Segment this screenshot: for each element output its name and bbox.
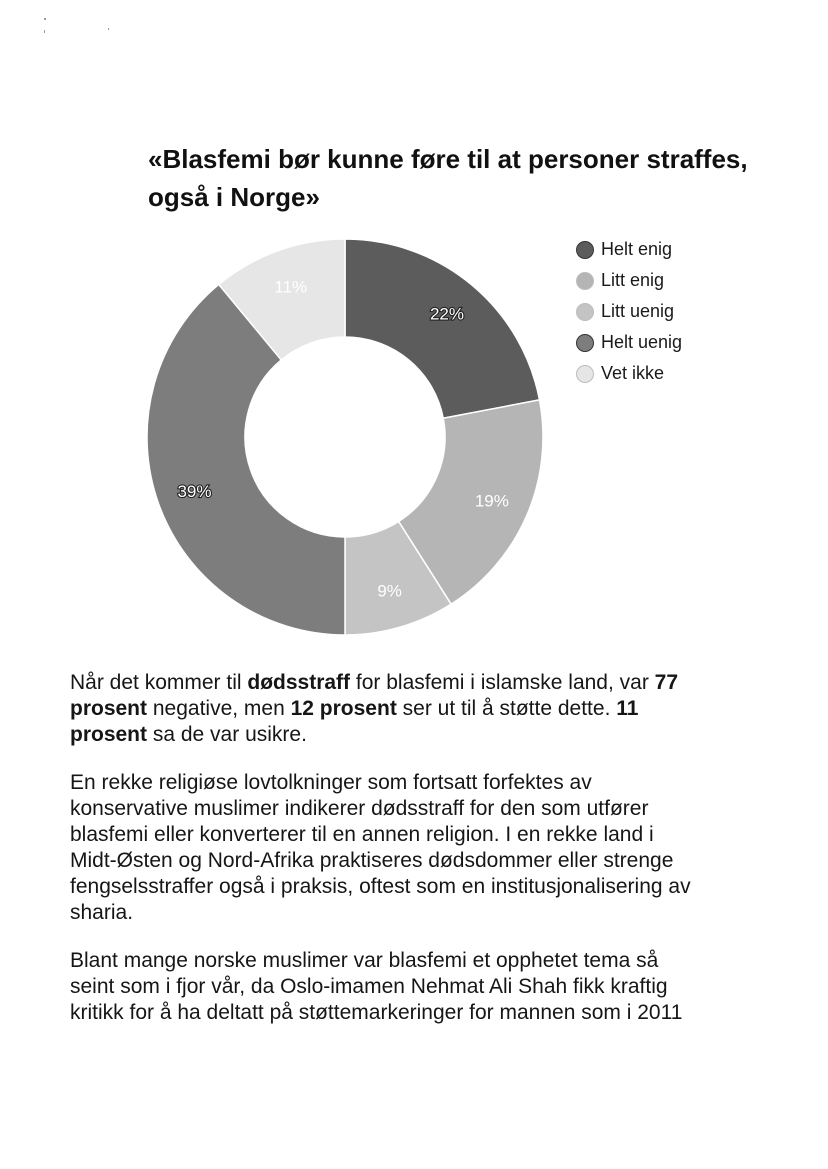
- body-line: [70, 696, 760, 722]
- legend-label: Helt enig: [601, 239, 673, 259]
- text-run: blasfemi eller konverterer til en annen religion. I en rekke land i: [70, 823, 654, 846]
- body-line: [70, 770, 760, 796]
- chart-title-line: «Blasfemi bør kunne føre til at personer straffes,: [148, 144, 748, 174]
- text-run: ser ut til å støtte dette.: [396, 697, 617, 720]
- chart-legend: [576, 234, 682, 389]
- bold-text: 12 prosent: [290, 697, 397, 720]
- body-line: [70, 822, 760, 848]
- legend-swatch-icon: [576, 365, 594, 383]
- text-run: konservative muslimer indikerer dødsstraff for den som utfører: [70, 797, 649, 820]
- body-line: [70, 974, 760, 1000]
- body-line: [70, 900, 760, 926]
- bold-text: dødsstraff: [247, 671, 351, 694]
- legend-label: Litt enig: [601, 270, 665, 290]
- legend-item: [576, 265, 682, 296]
- donut-slice-label: 9%: [377, 581, 402, 601]
- text-run: fengselsstraffer også i praksis, oftest som en institusjonalisering av: [70, 875, 691, 898]
- legend-item: [576, 296, 682, 327]
- donut-slice-label: 22%: [429, 304, 465, 324]
- legend-label: Litt uenig: [601, 301, 675, 321]
- body-line: [70, 848, 760, 874]
- donut-slice-label: 39%: [177, 482, 212, 502]
- donut-slice-helt-enig: [345, 239, 539, 418]
- legend-swatch-icon: [576, 303, 594, 321]
- donut-slice-label: 19%: [474, 491, 509, 511]
- text-run: kritikk for å ha deltatt på støttemarkeringer for mannen som i 2011: [70, 1001, 683, 1024]
- chart-title-line: også i Norge»: [148, 182, 320, 212]
- legend-item: [576, 327, 682, 358]
- text-run: negative, men: [147, 697, 291, 720]
- bold-text: prosent: [70, 697, 148, 720]
- body-line: [70, 722, 760, 748]
- body-paragraph: [70, 770, 760, 926]
- bold-text: 77: [654, 671, 679, 694]
- text-run: seint som i fjor vår, da Oslo-imamen Nehmat Ali Shah fikk kraftig: [70, 975, 668, 998]
- body-paragraph: [70, 948, 760, 1026]
- legend-item: [576, 234, 682, 265]
- body-line: [70, 796, 760, 822]
- legend-item: [576, 358, 682, 389]
- body-line: [70, 874, 760, 900]
- body-line: [70, 670, 760, 696]
- bold-text: prosent: [70, 723, 148, 746]
- body-paragraph: [70, 670, 760, 748]
- text-run: for blasfemi i islamske land, var: [350, 671, 655, 694]
- legend-swatch-icon: [576, 272, 594, 290]
- donut-slice-label: 11%: [274, 277, 308, 297]
- text-run: Når det kommer til: [70, 671, 248, 694]
- text-run: Midt-Østen og Nord-Afrika praktiseres dødsdommer eller strenge: [70, 849, 674, 872]
- legend-swatch-icon: [576, 241, 594, 259]
- text-run: Blant mange norske muslimer var blasfemi et opphetet tema så: [70, 949, 659, 972]
- bold-text: 11: [616, 697, 639, 720]
- legend-label: Helt uenig: [601, 332, 683, 352]
- donut-slices: [147, 239, 543, 635]
- body-line: [70, 1000, 760, 1026]
- legend-swatch-icon: [576, 334, 594, 352]
- article-body: [70, 670, 760, 1048]
- text-run: sharia.: [70, 901, 134, 924]
- body-line: [70, 948, 760, 974]
- legend-label: Vet ikke: [601, 363, 665, 383]
- text-run: sa de var usikre.: [147, 723, 307, 746]
- text-run: En rekke religiøse lovtolkninger som fortsatt forfektes av: [70, 771, 592, 794]
